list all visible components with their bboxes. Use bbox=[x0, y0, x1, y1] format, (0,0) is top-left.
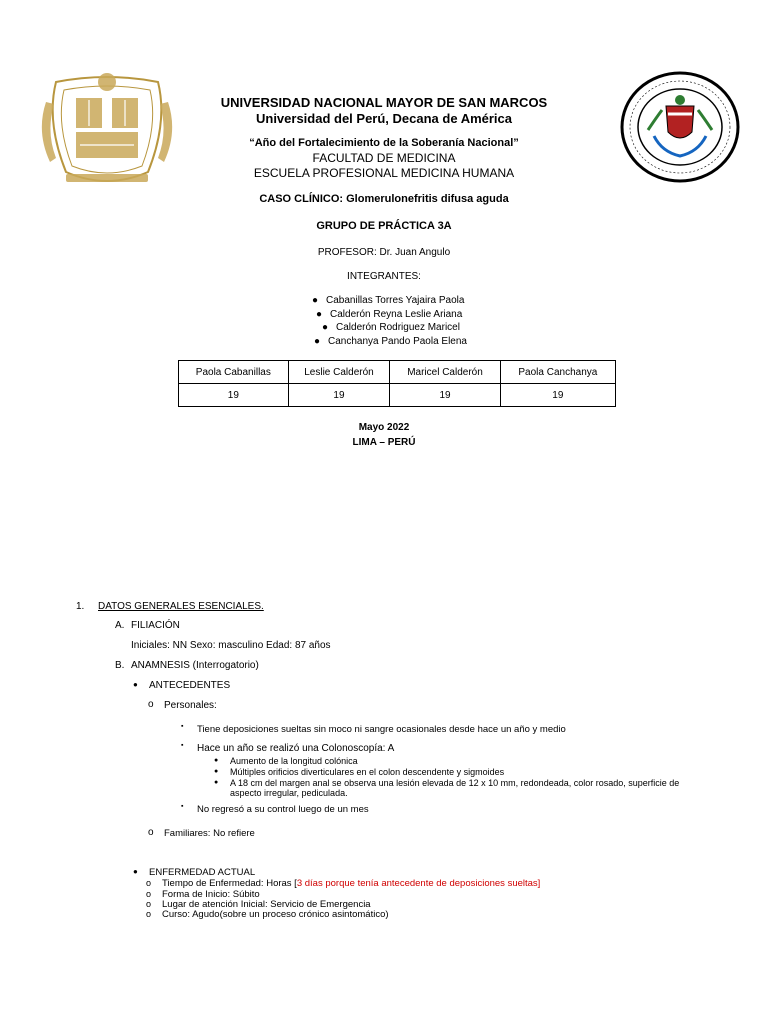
colonoscopy-finding: aspecto irregular, pediculada. bbox=[230, 788, 348, 798]
table-header-cell: Paola Cabanillas bbox=[179, 361, 289, 384]
table-header-cell: Leslie Calderón bbox=[288, 361, 390, 384]
square-bullet-icon: ▪ bbox=[181, 723, 184, 730]
tiempo-enfermedad-line: Tiempo de Enfermedad: Horas [3 días porque tenía antecedente de deposiciones sueltas] bbox=[162, 878, 541, 889]
bullet-icon: ● bbox=[316, 308, 323, 320]
table-cell: 19 bbox=[500, 384, 615, 407]
members-list bbox=[300, 295, 500, 349]
subsection-b-letter: B. bbox=[115, 660, 125, 671]
forma-inicio-line: Forma de Inicio: Súbito bbox=[162, 889, 260, 900]
table-row bbox=[179, 361, 616, 384]
bullet-icon: ● bbox=[312, 295, 319, 306]
university-subtitle: Universidad del Perú, Decana de América bbox=[255, 111, 512, 126]
lugar-atencion-line: Lugar de atención Inicial: Servicio de Emergencia bbox=[162, 899, 371, 910]
case-diagnosis: Glomerulonefritis difusa aguda bbox=[346, 193, 509, 205]
table-header-cell: Maricel Calderón bbox=[390, 361, 500, 384]
bullet-icon: ● bbox=[214, 768, 219, 775]
colonoscopy-finding: Múltiples orificios diverticulares en el colon descendente y sigmoides bbox=[230, 767, 505, 777]
antecedentes-heading: ANTECEDENTES bbox=[149, 680, 231, 691]
document-date: Mayo 2022 bbox=[358, 422, 410, 433]
curso-line: Curso: Agudo(sobre un proceso crónico asintomático) bbox=[162, 909, 389, 920]
circle-bullet-icon: o bbox=[148, 827, 154, 838]
subsection-a-title: FILIACIÓN bbox=[131, 620, 180, 631]
table-cell: 19 bbox=[288, 384, 390, 407]
bullet-icon: ● bbox=[322, 322, 329, 333]
list-item: ● Canchanya Pando Paola Elena bbox=[314, 335, 467, 347]
table-header-cell: Paola Canchanya bbox=[500, 361, 615, 384]
practice-group: GRUPO DE PRÁCTICA 3A bbox=[316, 220, 452, 232]
document-place: LIMA – PERÚ bbox=[352, 437, 416, 448]
members-title: INTEGRANTES: bbox=[347, 271, 421, 282]
circle-bullet-icon: o bbox=[146, 899, 152, 909]
square-bullet-icon: ▪ bbox=[181, 803, 184, 810]
personal-item: Hace un año se realizó una Colonoscopía: A bbox=[197, 743, 395, 754]
faculty-name: FACULTAD DE MEDICINA bbox=[312, 151, 456, 165]
colonoscopy-finding: Aumento de la longitud colónica bbox=[230, 756, 358, 766]
bullet-icon: ● bbox=[314, 335, 321, 347]
school-name: ESCUELA PROFESIONAL MEDICINA HUMANA bbox=[253, 166, 515, 180]
university-name: UNIVERSIDAD NACIONAL MAYOR DE SAN MARCOS bbox=[220, 95, 548, 110]
table-row bbox=[179, 384, 616, 407]
circle-bullet-icon: o bbox=[148, 699, 154, 710]
table-cell: 19 bbox=[179, 384, 289, 407]
no-control-item: No regresó a su control luego de un mes bbox=[197, 804, 369, 815]
familiares-line: Familiares: No refiere bbox=[164, 828, 255, 839]
bullet-icon: ● bbox=[133, 867, 138, 876]
year-motto: “Año del Fortalecimiento de la Soberanía Nacional” bbox=[249, 137, 519, 149]
grades-table bbox=[178, 360, 616, 407]
subsection-b-title: ANAMNESIS (Interrogatorio) bbox=[131, 660, 259, 671]
bullet-icon: ● bbox=[133, 680, 138, 689]
list-item: ● Calderón Rodriguez Maricel bbox=[322, 322, 460, 333]
case-title bbox=[0, 193, 768, 205]
personal-item: Tiene deposiciones sueltas sin moco ni sangre ocasionales desde hace un año y medio bbox=[197, 724, 566, 735]
case-label: CASO CLÍNICO: bbox=[259, 193, 344, 205]
colonoscopy-finding: A 18 cm del margen anal se observa una lesión elevada de 12 x 10 mm, redondeada, color rosado, superficie de bbox=[230, 778, 680, 788]
circle-bullet-icon: o bbox=[146, 909, 152, 919]
subsection-a-letter: A. bbox=[115, 620, 125, 631]
square-bullet-icon: ▪ bbox=[181, 742, 184, 749]
section-number: 1. bbox=[76, 601, 85, 612]
table-cell: 19 bbox=[390, 384, 500, 407]
circle-bullet-icon: o bbox=[146, 878, 152, 888]
filiation-line: Iniciales: NN Sexo: masculino Edad: 87 años bbox=[131, 640, 331, 651]
list-item: ● Calderón Reyna Leslie Ariana bbox=[316, 308, 463, 320]
enfermedad-actual-heading: ENFERMEDAD ACTUAL bbox=[149, 867, 256, 878]
personales-heading: Personales: bbox=[164, 700, 217, 711]
list-item: ● Cabanillas Torres Yajaira Paola bbox=[312, 295, 465, 306]
section-title: DATOS GENERALES ESENCIALES. bbox=[98, 601, 264, 612]
professor-line: PROFESOR: Dr. Juan Angulo bbox=[317, 247, 451, 258]
bullet-icon: ● bbox=[214, 757, 219, 764]
bullet-icon: ● bbox=[214, 779, 219, 786]
tiempo-note: 3 días porque tenía antecedente de deposiciones sueltas] bbox=[296, 878, 541, 889]
circle-bullet-icon: o bbox=[146, 889, 152, 899]
